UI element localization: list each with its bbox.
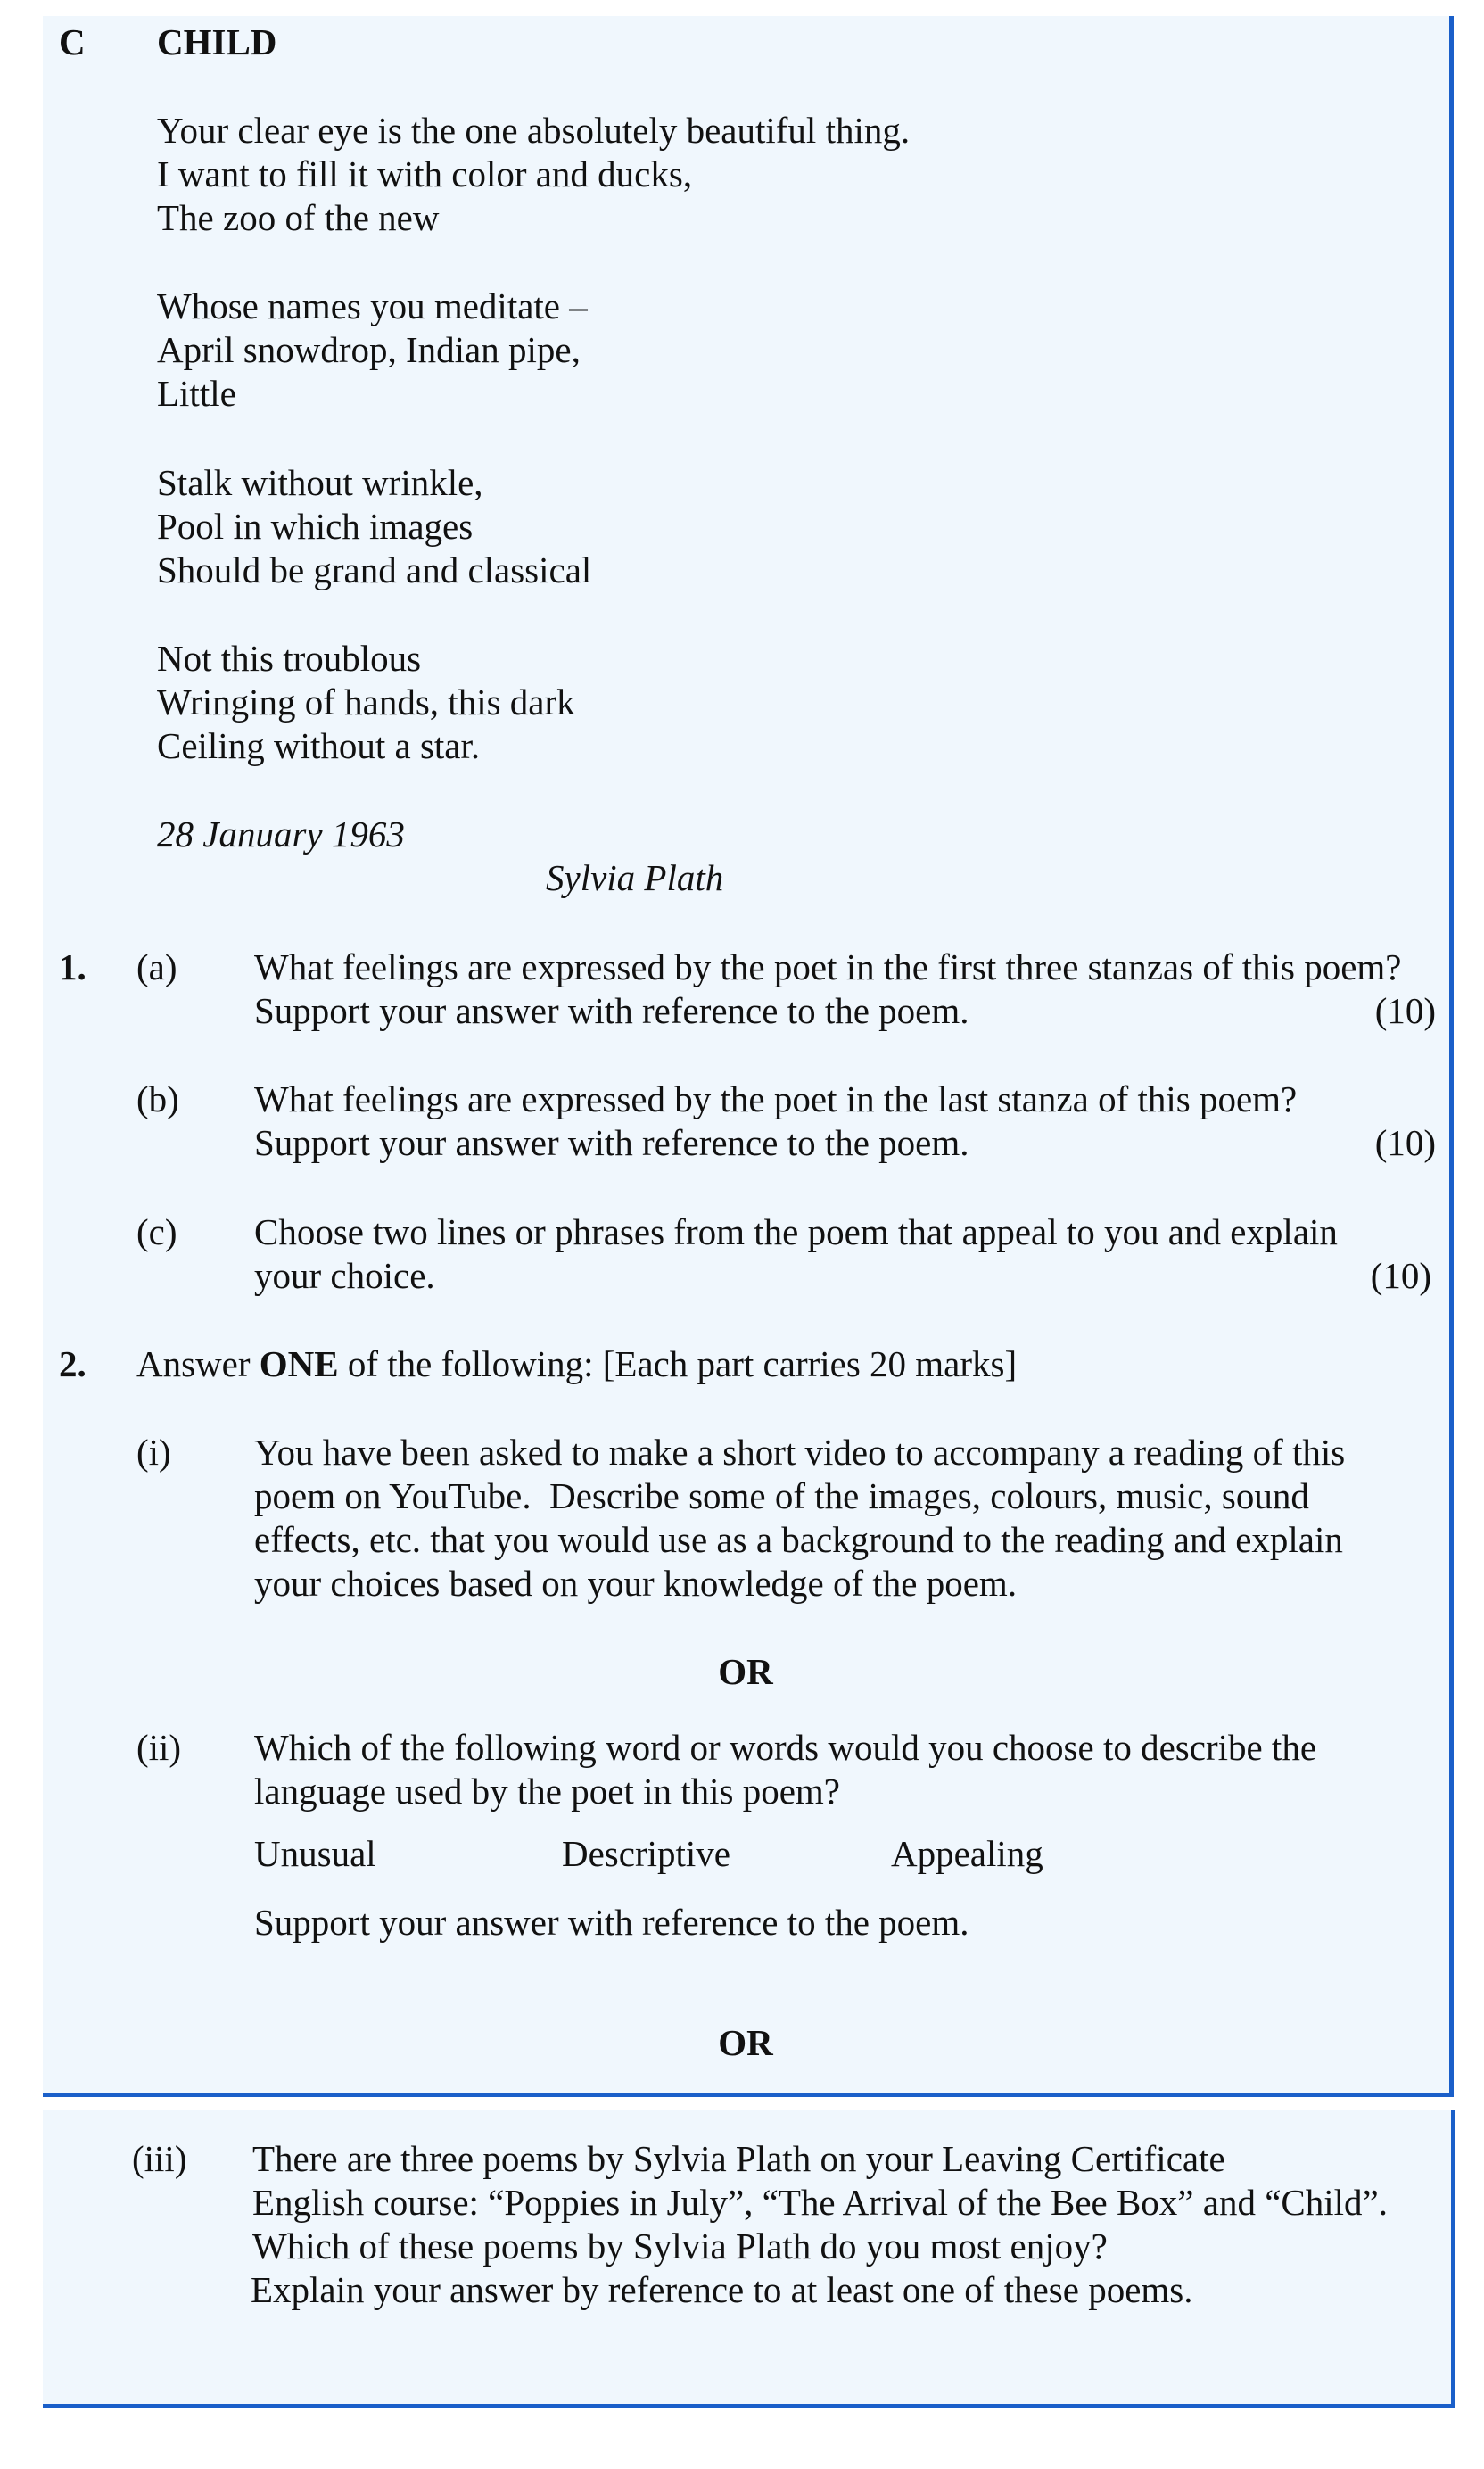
question-2iii-line: Which of these poems by Sylvia Plath do you most enjoy? <box>252 2225 1108 2267</box>
question-2iii-line: Explain your answer by reference to at least one of these poems. <box>251 2269 1193 2310</box>
poem-line: Little <box>157 373 236 414</box>
word-option-appealing: Appealing <box>891 1833 1043 1874</box>
poem-line: Your clear eye is the one absolutely beautiful thing. <box>157 110 911 151</box>
question-1a-label: (a) <box>136 946 177 987</box>
poem-line: I want to fill it with color and ducks, <box>157 153 693 194</box>
question-1b-label: (b) <box>136 1078 179 1119</box>
question-1b-line: What feelings are expressed by the poet in the last stanza of this poem? <box>254 1078 1298 1119</box>
poem-line: Wringing of hands, this dark <box>157 681 575 723</box>
question-2iii-line: There are three poems by Sylvia Plath on your Leaving Certificate <box>252 2138 1225 2179</box>
poem-line: Pool in which images <box>157 506 474 547</box>
question-2i-line: your choices based on your knowledge of the poem. <box>254 1563 1018 1604</box>
question-2i-label: (i) <box>136 1432 171 1473</box>
poem-title: CHILD <box>157 21 277 62</box>
question-2i-line: poem on YouTube. Describe some of the images, colours, music, sound <box>254 1475 1309 1516</box>
question-1c-marks: (10) <box>1370 1255 1431 1296</box>
poem-line: Should be grand and classical <box>157 549 592 590</box>
poem-author: Sylvia Plath <box>546 857 724 898</box>
poem-line: April snowdrop, Indian pipe, <box>157 329 581 370</box>
question-1c-line: your choice. <box>254 1255 435 1296</box>
question-2ii-line: language used by the poet in this poem? <box>254 1771 840 1812</box>
poem-line: Stalk without wrinkle, <box>157 462 483 503</box>
question-1b-line: Support your answer with reference to the poem. <box>254 1122 969 1163</box>
question-1c-label: (c) <box>136 1211 177 1252</box>
question-1b-marks: (10) <box>1374 1122 1436 1163</box>
poem-line: Not this troublous <box>157 638 422 679</box>
question-1-number: 1. <box>59 946 87 987</box>
or-divider: OR <box>718 2022 773 2063</box>
poem-line: Whose names you meditate – <box>157 285 588 326</box>
poem-date: 28 January 1963 <box>157 813 405 855</box>
question-1a-line: Support your answer with reference to the poem. <box>254 990 969 1031</box>
poem-line: The zoo of the new <box>157 197 440 238</box>
question-2-intro: Answer ONE of the following: [Each part carries 20 marks] <box>136 1343 1018 1384</box>
question-2iii-line: English course: “Poppies in July”, “The Arrival of the Bee Box” and “Child”. <box>252 2182 1388 2223</box>
question-2ii-support: Support your answer with reference to the poem. <box>254 1902 969 1943</box>
question-1a-marks: (10) <box>1374 990 1436 1031</box>
question-2-number: 2. <box>59 1343 87 1384</box>
question-2i-line: effects, etc. that you would use as a background to the reading and explain <box>254 1519 1343 1560</box>
question-2iii-label: (iii) <box>132 2138 187 2179</box>
question-2i-line: You have been asked to make a short video to accompany a reading of this <box>254 1432 1346 1473</box>
question-2ii-label: (ii) <box>136 1727 182 1768</box>
section-letter: C <box>59 21 86 62</box>
or-divider: OR <box>718 1651 773 1692</box>
word-option-descriptive: Descriptive <box>562 1833 730 1874</box>
question-2ii-line: Which of the following word or words would you choose to describe the <box>254 1727 1317 1768</box>
poem-line: Ceiling without a star. <box>157 725 481 766</box>
question-1c-line: Choose two lines or phrases from the poem that appeal to you and explain <box>254 1211 1338 1252</box>
question-1a-line: What feelings are expressed by the poet in the first three stanzas of this poem? <box>254 946 1402 987</box>
word-option-unusual: Unusual <box>254 1833 376 1874</box>
